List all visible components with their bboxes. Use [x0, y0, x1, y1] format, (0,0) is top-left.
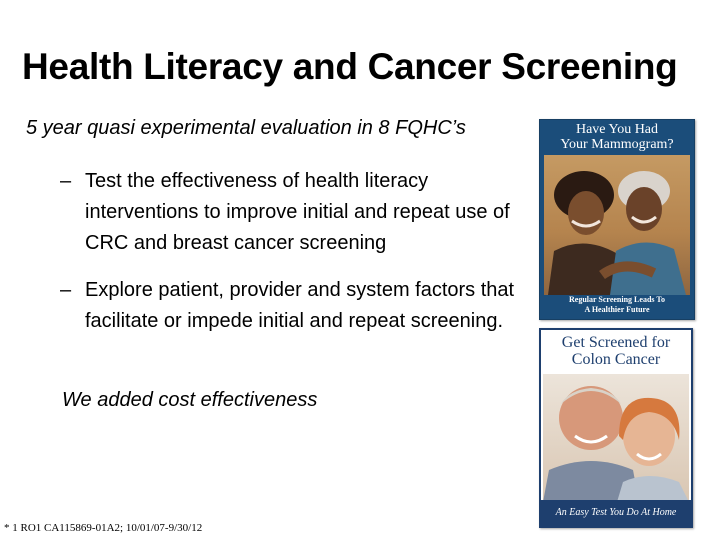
bullet-text: Test the effectiveness of health literacy interventions to improve initial and repeat use of CRC and breast cancer screening [85, 170, 510, 254]
poster-footer-line: A Healthier Future [584, 305, 650, 314]
grant-footnote: * 1 RO1 CA115869-01A2; 10/01/07-9/30/12 [4, 522, 203, 534]
colon-poster-photo [543, 374, 689, 502]
bullet-item-2 [60, 275, 535, 337]
colon-poster-footer: An Easy Test You Do At Home [541, 500, 691, 526]
bullet-dash: – [60, 279, 72, 301]
mammogram-poster [539, 119, 695, 320]
cost-effectiveness-note: We added cost effectiveness [62, 389, 318, 411]
colon-cancer-poster [539, 328, 693, 528]
mammogram-poster-photo [544, 155, 690, 295]
mammogram-poster-heading [540, 120, 694, 154]
poster-heading-line: Get Screened for [561, 334, 671, 351]
bullet-item-1 [60, 166, 535, 259]
mammogram-poster-footer [540, 295, 694, 315]
bullet-text: Explore patient, provider and system factors that facilitate or impede initial and repeat screening. [85, 279, 515, 332]
poster-footer-line: Regular Screening Leads To [569, 295, 665, 304]
poster-heading-line: Colon Cancer [571, 351, 661, 368]
poster-heading-line: Your Mammogram? [560, 137, 674, 152]
bullet-dash: – [60, 170, 72, 192]
slide-subtitle: 5 year quasi experimental evaluation in 8 FQHC’s [26, 117, 466, 139]
slide-title: Health Literacy and Cancer Screening [22, 46, 678, 87]
poster-heading-line: Have You Had [575, 122, 659, 137]
colon-poster-heading [541, 334, 691, 368]
